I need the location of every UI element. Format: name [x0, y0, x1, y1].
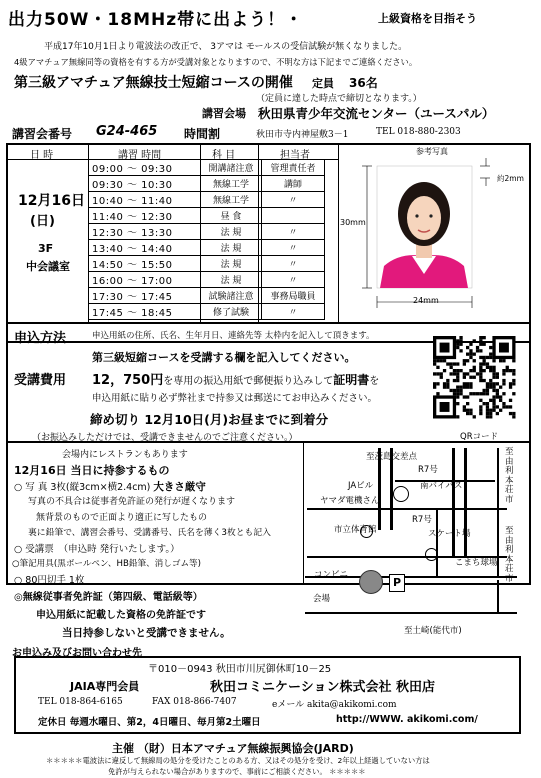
ticket-note: （申込時 発行いたします。）: [63, 544, 180, 555]
method-text: 申込用紙の住所、氏名、生年月日、連絡先等 太枠内を記入して頂きます。: [92, 331, 375, 341]
contact-fax: FAX 018-866-7407: [152, 697, 237, 707]
method-emphasis: 第三級短縮コースを受講する欄を記入してください。: [92, 351, 356, 364]
contact-tel: TEL 018-864-6165: [38, 697, 123, 707]
license-line-1: 申込用紙に記載した資格の免許証です: [36, 610, 206, 621]
notice-line-1: 平成17年10月1日より電波法の改正で、 3アマは モールスの受信試験が無くなりました。: [44, 42, 408, 52]
bring-photo: [14, 479, 206, 494]
schedule-person: 〃: [262, 192, 325, 208]
deadline-note: （お振込みしただけでは、受講できませんのでご注意ください。）: [32, 433, 298, 443]
room-name: 中会議室: [26, 260, 70, 273]
schedule-row: [89, 176, 325, 192]
venue-address: 秋田市寺内神屋敷3－1: [256, 130, 349, 140]
schedule-person: 〃: [262, 304, 325, 320]
schedule-time: 14:50 ～ 15:50: [89, 256, 201, 272]
restaurant-note: 会場内にレストランもあります: [62, 450, 188, 460]
pens-item: ○筆記用具(黒ボールペン、HB鉛筆、消しゴム等): [12, 559, 201, 569]
schedule-time: 09:00 ～ 09:30: [89, 160, 201, 176]
bring-heading: 12月16日 当日に持参するもの: [14, 464, 170, 477]
header-person: 担当者: [280, 150, 310, 161]
schedule-time: 13:40 ～ 14:40: [89, 240, 201, 256]
contact-holidays: 定休日 毎週水曜日、第2，4日曜日、毎月第2土曜日: [38, 717, 261, 728]
schedule-time: 10:40 ～ 11:40: [89, 192, 201, 208]
schedule-person: 〃: [262, 256, 325, 272]
schedule-row: [89, 288, 325, 304]
schedule-time: 11:40 ～ 12:30: [89, 208, 201, 224]
qr-label: QRコード: [460, 432, 499, 442]
yamada-marker: [393, 486, 409, 502]
fee-text: を専用の振込用紙で郵便振り込みして: [163, 376, 334, 387]
fee-amount: 12，750円: [92, 373, 164, 388]
capacity-note: （定員に達した時点で締切となります。）: [256, 94, 422, 104]
map-south: 至土崎(能代市): [404, 626, 462, 636]
schedule-row: [89, 224, 325, 240]
schedule-row: [89, 272, 325, 288]
schedule-person: 管理責任者: [262, 160, 325, 176]
photo-back-note: 裏に鉛筆で、講習会番号、受講番号、氏名を薄く3枚とも記入: [28, 528, 271, 538]
komachi-marker: [425, 548, 438, 561]
schedule-row: [89, 192, 325, 208]
venue-tel: TEL 018-880-2303: [376, 127, 461, 137]
course-date: 12月16日: [18, 193, 85, 209]
schedule-person: [262, 208, 325, 224]
method-label: 申込方法: [14, 331, 67, 346]
schedule-subject: 修了試験: [201, 304, 262, 320]
map-r7-mid: R7号: [412, 515, 432, 525]
sponsor: 主催 （財）日本アマチュア無線振興協会(JARD): [112, 742, 354, 755]
capacity-label: 定員: [312, 77, 334, 90]
fee-label: 受講費用: [14, 373, 67, 388]
photo-background: 無背景のもので正面より適正に写したもの: [36, 513, 208, 523]
header-time: 講習 時間: [118, 150, 162, 161]
schedule-row: [89, 208, 325, 224]
fee-certificate: 証明書: [333, 373, 370, 387]
map-gym: 市立体育館: [334, 525, 377, 535]
schedule-time: 16:00 ～ 17:00: [89, 272, 201, 288]
license-item: ◎無線従事者免許証（第四級、電話級等）: [14, 592, 203, 603]
photo-size-note: 大きさ厳守: [153, 481, 206, 493]
ticket-line: [14, 541, 180, 555]
fee-line: [92, 369, 379, 388]
map-skate: スケート場: [428, 529, 471, 539]
map-bypass: 南バイパス: [420, 481, 463, 491]
schedule-person: 講師: [262, 176, 325, 192]
photo-warning: 写真の不具合は従事者免許証の発行が遅くなります: [28, 497, 236, 507]
schedule-time: 17:30 ～ 17:45: [89, 288, 201, 304]
schedule-subject: 開講諸注意: [201, 160, 262, 176]
room-floor: 3F: [38, 242, 54, 255]
capacity-value: 36名: [349, 76, 378, 90]
schedule-time: 09:30 ～ 10:30: [89, 176, 201, 192]
venue-name: 秋田県青少年交流センター（ユースパル）: [258, 106, 495, 121]
schedule-subject: 法 規: [201, 256, 262, 272]
map-venue: 会場: [313, 594, 331, 604]
fee-text-2: 申込用紙に貼り必ず弊社まで持参又は郵送にてお申込みください。: [92, 393, 378, 404]
contact-url[interactable]: http://WWW. akikomi.com/: [336, 714, 478, 725]
schedule-subject: 無線工学: [201, 176, 262, 192]
schedule-label: 時間割: [184, 127, 221, 141]
map-komachi: こまち球場: [455, 558, 498, 568]
photo-width: 24mm: [413, 296, 439, 305]
schedule-row: [89, 160, 325, 176]
qr-code[interactable]: [432, 332, 518, 428]
schedule-table: [88, 159, 325, 320]
course-number-value: G24-465: [96, 124, 158, 139]
notice-line-2: 4級アマチュア無線同等の資格を有する方が受講対象となりますので、不明な方は下記までご連絡ください。: [14, 57, 418, 67]
venue-marker: [359, 570, 383, 594]
bring-photo-item: ○ 写 真 3枚(縦3cm×横2.4cm): [14, 482, 151, 493]
schedule-row: [89, 256, 325, 272]
photo-caption: 参考写真: [416, 147, 448, 156]
schedule-person: 事務局職員: [262, 288, 325, 304]
header-subject: 科 目: [212, 150, 236, 161]
schedule-person: 〃: [262, 272, 325, 288]
header-date: 日 時: [30, 150, 54, 161]
photo-top-margin: 約2mm: [497, 174, 524, 183]
schedule-subject: 昼 食: [201, 208, 262, 224]
contact-postal: 〒010－0943 秋田市川尻御休町10－25: [148, 664, 332, 675]
schedule-time: 17:45 ～ 18:45: [89, 304, 201, 320]
contact-company: 秋田コミニケーション株式会社 秋田店: [210, 680, 436, 695]
photo-height: 30mm: [340, 218, 366, 227]
map-conv: コンビニ: [314, 570, 349, 580]
schedule-subject: 法 規: [201, 272, 262, 288]
venue-label: 講習会場: [202, 107, 246, 120]
contact-email[interactable]: eメール akita@akikomi.com: [272, 700, 397, 710]
contact-member: JAIA専門会員: [70, 680, 140, 693]
footer-warning-2: 免許が与えられない場合がありますので、事前にご相談ください。 ＊＊＊＊＊: [108, 767, 366, 776]
map-r7-top: R7号: [418, 465, 438, 475]
schedule-subject: 試験諸注意: [201, 288, 262, 304]
map-yamada: ヤマダ電機さん: [320, 496, 380, 506]
schedule-subject: 法 規: [201, 224, 262, 240]
schedule-person: 〃: [262, 224, 325, 240]
contact-heading: お申込み及びお問い合わせ先: [12, 648, 142, 659]
course-title: 第三級アマチュア無線技士短縮コースの開催: [14, 75, 293, 91]
schedule-subject: 法 規: [201, 240, 262, 256]
map-north: 至茨島交差点: [366, 452, 418, 462]
course-weekday: (日): [30, 214, 55, 229]
parking-icon: P: [389, 574, 405, 592]
map-ja: JAビル: [348, 481, 374, 491]
map-east-1: 至由利本荘市: [505, 447, 514, 505]
deadline: 締め切り 12月10日(月)お昼までに到着分: [90, 412, 329, 427]
headline: 出力50W・18MHz帯に出よう！・: [8, 10, 304, 30]
footer-warning-1: ＊＊＊＊＊電波法に違反して無線局の処分を受けたことのある方、又はその処分を受け、2年以上経過していない方は: [46, 756, 430, 765]
headline-sub: 上級資格を目指そう: [378, 12, 477, 25]
stamp-item: ○ 80円切手 1枚: [14, 575, 85, 586]
schedule-row: [89, 240, 325, 256]
schedule-time: 12:30 ～ 13:30: [89, 224, 201, 240]
ticket-item: ○ 受講票: [14, 544, 54, 555]
fee-text-end: を: [369, 376, 380, 387]
course-number-label: 講習会番号: [12, 127, 73, 141]
schedule-subject: 無線工学: [201, 192, 262, 208]
schedule-row: [89, 304, 325, 320]
map-east-2: 至由利本荘市: [505, 526, 514, 584]
schedule-person: 〃: [262, 240, 325, 256]
license-line-2: 当日持参しないと受講できません。: [62, 627, 231, 639]
